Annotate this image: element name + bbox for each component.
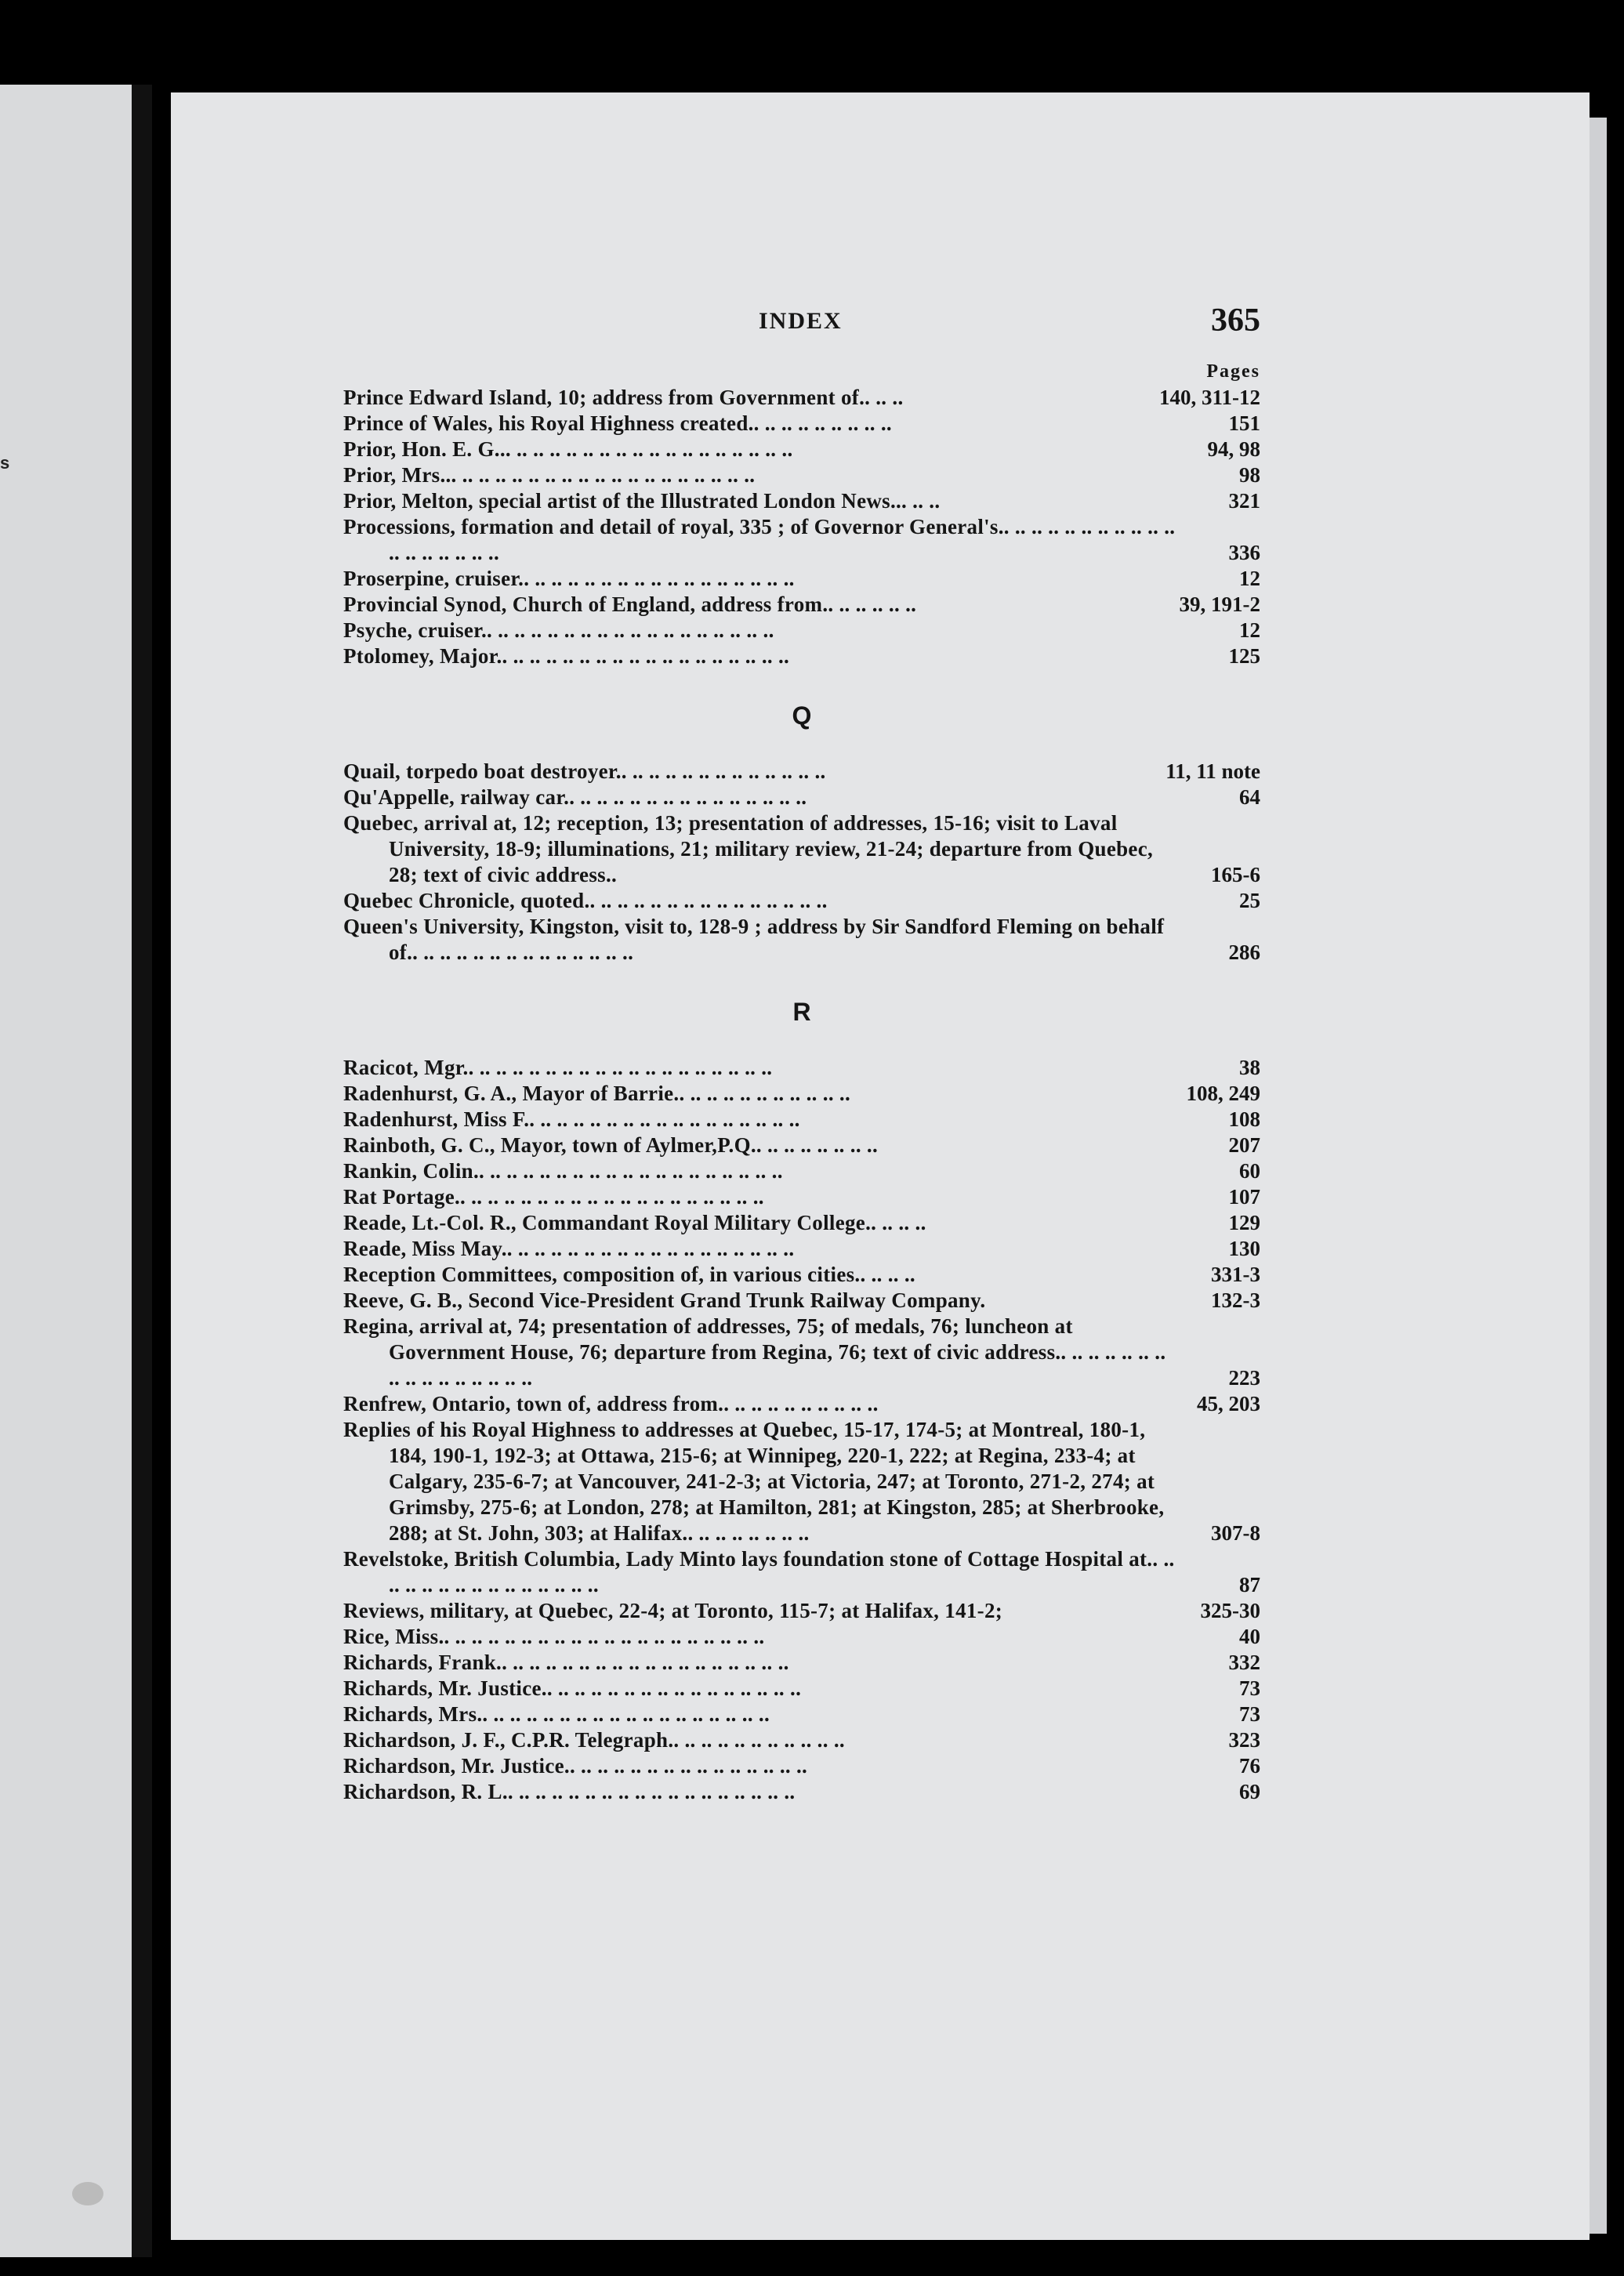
- index-entry: [343, 437, 1260, 462]
- section-q: [343, 759, 1260, 966]
- section-letter-r: R: [792, 998, 811, 1026]
- index-entry: [343, 618, 1260, 643]
- entry-text: Richardson, J. F., C.P.R. Telegraph.. .. .. .. .. .. .. .. .. .. ..: [343, 1728, 845, 1752]
- entry-page-ref: 207: [1228, 1133, 1260, 1157]
- entry-page-ref: 45, 203: [1197, 1392, 1260, 1415]
- index-content: [343, 302, 1260, 1805]
- entry-page-ref: 87: [1239, 1573, 1260, 1596]
- entry-text: Prince of Wales, his Royal Highness created.. .. .. .. .. .. .. .. ..: [343, 411, 892, 435]
- index-entry: [343, 1262, 1260, 1288]
- index-entry: [343, 385, 1260, 411]
- entry-text: Richardson, Mr. Justice.. .. .. .. .. .. .. .. .. .. .. .. .. .. ..: [343, 1754, 808, 1778]
- section-r: [343, 1055, 1260, 1805]
- index-entry: [343, 514, 1260, 566]
- index-entry: [343, 759, 1260, 785]
- index-entry: [343, 488, 1260, 514]
- entry-page-ref: 39, 191-2: [1179, 593, 1260, 616]
- index-entry: [343, 1598, 1260, 1624]
- entry-text: Processions, formation and detail of royal, 335 ; of Governor General's.. .. .. .. .. .. .. .. .. .. .. .. .. .. .. .. .. ..: [343, 515, 1176, 564]
- entry-page-ref: 108: [1228, 1107, 1260, 1131]
- entry-page-ref: 286: [1228, 940, 1260, 964]
- index-entry: [343, 1727, 1260, 1753]
- entry-text: Richards, Frank.. .. .. .. .. .. .. .. .. .. .. .. .. .. .. .. .. ..: [343, 1651, 789, 1674]
- index-entry: [343, 888, 1260, 914]
- index-entry: [343, 1676, 1260, 1702]
- left-page-fragment: [0, 85, 141, 2257]
- entry-page-ref: 11, 11 note: [1165, 759, 1260, 783]
- entry-text: Reeve, G. B., Second Vice-President Grand Trunk Railway Company.: [343, 1288, 986, 1312]
- index-entry: [343, 1650, 1260, 1676]
- index-entry: [343, 566, 1260, 592]
- entry-text: Reade, Miss May.. .. .. .. .. .. .. .. .. .. .. .. .. .. .. .. .. ..: [343, 1237, 795, 1260]
- entry-page-ref: 60: [1239, 1159, 1260, 1183]
- entry-text: Quail, torpedo boat destroyer.. .. .. .. .. .. .. .. .. .. .. .. ..: [343, 759, 826, 783]
- entry-text: Radenhurst, G. A., Mayor of Barrie.. .. .. .. .. .. .. .. .. .. ..: [343, 1082, 851, 1105]
- entry-text: Prior, Melton, special artist of the Illustrated London News... .. ..: [343, 489, 941, 513]
- section-p: [343, 385, 1260, 669]
- entry-page-ref: 69: [1239, 1780, 1260, 1803]
- entry-text: Prior, Hon. E. G... .. .. .. .. .. .. .. .. .. .. .. .. .. .. .. .. ..: [343, 437, 793, 461]
- entry-page-ref: 165-6: [1211, 863, 1260, 886]
- index-entry: [343, 592, 1260, 618]
- index-entry: [343, 1779, 1260, 1805]
- entry-page-ref: 38: [1239, 1056, 1260, 1079]
- entry-page-ref: 325-30: [1200, 1599, 1260, 1622]
- entry-page-ref: 73: [1239, 1702, 1260, 1726]
- entry-text: Quebec, arrival at, 12; reception, 13; presentation of addresses, 15-16; visit to Laval University, 18-9; illuminations, 21; military review, 21-24; departure from Quebec, 28; text of civic address..: [343, 811, 1154, 886]
- book-spine: [132, 85, 152, 2257]
- section-letter-q: Q: [792, 701, 812, 730]
- index-entry: [343, 1546, 1260, 1598]
- entry-page-ref: 140, 311-12: [1158, 386, 1260, 409]
- index-entry: [343, 1702, 1260, 1727]
- index-entry: [343, 1210, 1260, 1236]
- entry-text: Ptolomey, Major.. .. .. .. .. .. .. .. .. .. .. .. .. .. .. .. .. ..: [343, 644, 790, 668]
- entry-page-ref: 332: [1228, 1651, 1260, 1674]
- entry-page-ref: 125: [1228, 644, 1260, 668]
- entry-page-ref: 40: [1239, 1625, 1260, 1648]
- entry-page-ref: 108, 249: [1186, 1082, 1260, 1105]
- entry-page-ref: 321: [1228, 489, 1260, 513]
- entry-text: Proserpine, cruiser.. .. .. .. .. .. .. .. .. .. .. .. .. .. .. .. ..: [343, 567, 795, 590]
- entry-text: Richards, Mrs.. .. .. .. .. .. .. .. .. .. .. .. .. .. .. .. .. ..: [343, 1702, 770, 1726]
- index-entry: [343, 1391, 1260, 1417]
- index-entry: [343, 1158, 1260, 1184]
- entry-text: Psyche, cruiser.. .. .. .. .. .. .. .. .. .. .. .. .. .. .. .. .. ..: [343, 618, 774, 642]
- index-entry: [343, 1288, 1260, 1314]
- index-entry: [343, 1055, 1260, 1081]
- entry-page-ref: 132-3: [1211, 1288, 1260, 1312]
- entry-text: Reviews, military, at Quebec, 22-4; at Toronto, 115-7; at Halifax, 141-2;: [343, 1599, 1003, 1622]
- entry-text: Radenhurst, Miss F.. .. .. .. .. .. .. .. .. .. .. .. .. .. .. .. ..: [343, 1107, 800, 1131]
- entry-text: Racicot, Mgr.. .. .. .. .. .. .. .. .. .. .. .. .. .. .. .. .. .. ..: [343, 1056, 773, 1079]
- entry-text: Reade, Lt.-Col. R., Commandant Royal Military College.. .. .. ..: [343, 1211, 926, 1234]
- entry-text: Revelstoke, British Columbia, Lady Minto lays foundation stone of Cottage Hospital at.. .. .. .. .. .. .. .. .. .. .. .. .. .. ..: [343, 1547, 1175, 1596]
- entry-text: Renfrew, Ontario, town of, address from.. .. .. .. .. .. .. .. .. ..: [343, 1392, 879, 1415]
- index-entry: [343, 643, 1260, 669]
- entry-page-ref: 64: [1239, 785, 1260, 809]
- page-header: [343, 302, 1260, 357]
- entry-text: Replies of his Royal Highness to addresses at Quebec, 15-17, 174-5; at Montreal, 180-1, 184, 190-1, 192-3; at Ottawa, 215-6; at Winnipeg, 220-1, 222; at Regina, 233-4; at Calgary, 235-6-7; at Vancouver, 241-2-3; at Victoria, 247; at Toronto, 271-2, 274; at Grimsby, 275-6; at London, 278; at Hamilton, 281; at Kingston, 285; at Sherbrooke, 288; at St. John, 303; at Halifax.. .. .. .. .. .. .. ..: [343, 1418, 1165, 1545]
- index-entry: [343, 785, 1260, 810]
- entry-page-ref: 76: [1239, 1754, 1260, 1778]
- index-entry: [343, 1184, 1260, 1210]
- index-entry: [343, 411, 1260, 437]
- entry-page-ref: 98: [1239, 463, 1260, 487]
- entry-page-ref: 12: [1239, 567, 1260, 590]
- entry-text: Rice, Miss.. .. .. .. .. .. .. .. .. .. .. .. .. .. .. .. .. .. .. ..: [343, 1625, 765, 1648]
- entry-text: Prior, Mrs... .. .. .. .. .. .. .. .. .. .. .. .. .. .. .. .. .. ..: [343, 463, 756, 487]
- scan-smudge: [72, 2182, 103, 2205]
- index-entry: [343, 1417, 1260, 1546]
- index-entry: [343, 1081, 1260, 1107]
- entry-page-ref: 12: [1239, 618, 1260, 642]
- entry-text: Queen's University, Kingston, visit to, 128-9 ; address by Sir Sandford Fleming on behalf of.. .. .. .. .. .. .. .. .. .. .. .. .. ..: [343, 915, 1165, 964]
- entry-text: Reception Committees, composition of, in various cities.. .. .. ..: [343, 1263, 915, 1286]
- entry-page-ref: 323: [1228, 1728, 1260, 1752]
- entry-page-ref: 107: [1228, 1185, 1260, 1209]
- left-page-text: s: [0, 453, 10, 473]
- entry-page-ref: 130: [1228, 1237, 1260, 1260]
- index-entry: [343, 810, 1260, 888]
- index-entry: [343, 1107, 1260, 1133]
- entry-text: Rainboth, G. C., Mayor, town of Aylmer,P.Q.. .. .. .. .. .. .. ..: [343, 1133, 879, 1157]
- entry-page-ref: 151: [1228, 411, 1260, 435]
- entry-text: Rankin, Colin.. .. .. .. .. .. .. .. .. .. .. .. .. .. .. .. .. .. ..: [343, 1159, 783, 1183]
- index-entry: [343, 1236, 1260, 1262]
- index-entry: [343, 1753, 1260, 1779]
- entry-text: Richards, Mr. Justice.. .. .. .. .. .. .. .. .. .. .. .. .. .. .. ..: [343, 1676, 802, 1700]
- index-entry: [343, 914, 1260, 966]
- entry-page-ref: 129: [1228, 1211, 1260, 1234]
- index-entry: [343, 462, 1260, 488]
- entry-text: Rat Portage.. .. .. .. .. .. .. .. .. .. .. .. .. .. .. .. .. .. ..: [343, 1185, 764, 1209]
- running-title: INDEX: [759, 308, 843, 334]
- entry-text: Provincial Synod, Church of England, address from.. .. .. .. .. ..: [343, 593, 917, 616]
- pages-column-heading: Pages: [1206, 361, 1260, 382]
- entry-text: Quebec Chronicle, quoted.. .. .. .. .. .. .. .. .. .. .. .. .. .. ..: [343, 889, 828, 912]
- entry-text: Prince Edward Island, 10; address from Government of.. .. ..: [343, 386, 904, 409]
- entry-page-ref: 336: [1228, 541, 1260, 564]
- index-entry: [343, 1314, 1260, 1391]
- index-entry: [343, 1624, 1260, 1650]
- entry-text: Qu'Appelle, railway car.. .. .. .. .. .. .. .. .. .. .. .. .. .. ..: [343, 785, 807, 809]
- entry-text: Richardson, R. L.. .. .. .. .. .. .. .. .. .. .. .. .. .. .. .. .. ..: [343, 1780, 796, 1803]
- entry-text: Regina, arrival at, 74; presentation of addresses, 75; of medals, 76; luncheon at Government House, 76; departure from Regina, 76; text of civic address.. .. .. .. .. .. .. .. .. .. .. .. .. .. .. ..: [343, 1314, 1166, 1390]
- page-number: 365: [1211, 303, 1260, 339]
- entry-page-ref: 331-3: [1211, 1263, 1260, 1286]
- index-entry: [343, 1133, 1260, 1158]
- entry-page-ref: 25: [1239, 889, 1260, 912]
- entry-page-ref: 94, 98: [1207, 437, 1260, 461]
- entry-page-ref: 73: [1239, 1676, 1260, 1700]
- entry-page-ref: 223: [1228, 1366, 1260, 1390]
- entry-page-ref: 307-8: [1211, 1521, 1260, 1545]
